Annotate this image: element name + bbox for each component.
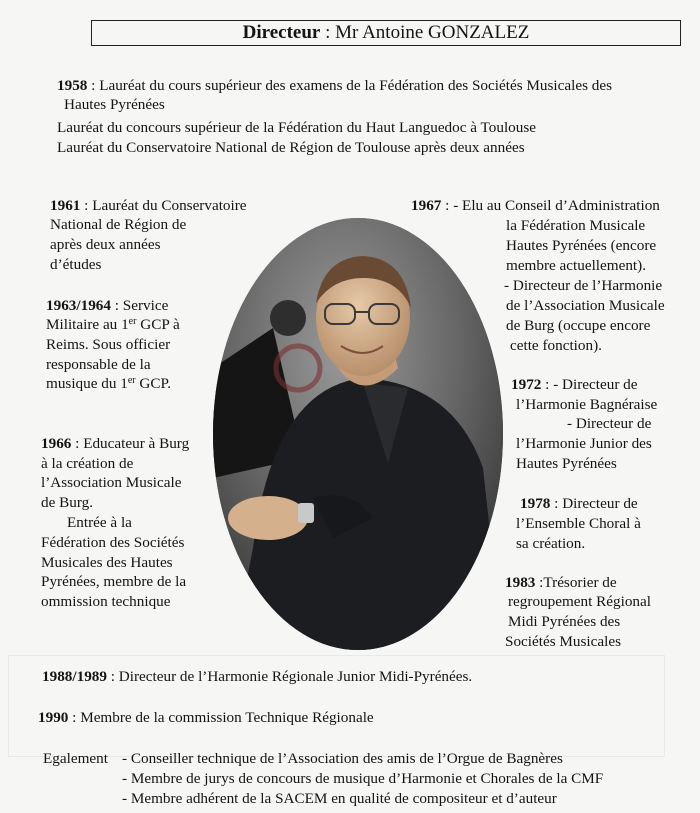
entry-1978-text: : Directeur de (550, 495, 638, 512)
entry-1967-l6: de l’Association Musicale (506, 297, 665, 314)
entry-1972-l5: Hautes Pyrénées (516, 455, 617, 472)
entry-1978 (520, 494, 638, 513)
intro-line2: Lauréat du concours supérieur de la Fédération du Haut Languedoc à Toulouse (57, 119, 537, 136)
director-role: Directeur (242, 22, 321, 43)
entry-1967-l8: cette fonction). (510, 337, 602, 354)
entry-1972-text: : - Directeur de (541, 376, 638, 393)
entry-1967-l3: Hautes Pyrénées (encore (506, 237, 657, 254)
entry-1967 (411, 196, 660, 215)
entry-1978-l2: l’Ensemble Choral à (516, 515, 641, 532)
entry-1990-text: : Membre de la commission Technique Régionale (68, 709, 374, 726)
egalement-item-1: - Conseiller technique de l’Association des amis de l’Orgue de Bagnères (122, 750, 563, 767)
intro-1958-line1 (57, 76, 612, 95)
entry-1983-l4: Sociétés Musicales (505, 633, 621, 650)
entry-1963-l2 (46, 315, 180, 334)
entry-1988-text: : Directeur de l’Harmonie Régionale Junior Midi-Pyrénées. (106, 668, 473, 685)
entry-1961-l3: après deux années (50, 236, 161, 253)
year-1967: 1967 (411, 197, 442, 214)
director-name: Mr Antoine GONZALEZ (335, 22, 530, 43)
entry-1966-l2: à la création de (41, 455, 134, 472)
year-1978: 1978 (520, 495, 551, 512)
intro-1958-line1b: Hautes Pyrénées (64, 96, 165, 113)
entry-1963-l4: responsable de la (46, 356, 151, 373)
entry-1966 (41, 434, 189, 453)
entry-1963-l2a: Militaire au 1 (46, 316, 129, 333)
entry-1966-l9: ommission technique (41, 593, 171, 610)
entry-1961 (50, 196, 247, 215)
entry-1963-l3: Reims. Sous officier (46, 336, 171, 353)
superscript-er-2: er (127, 375, 136, 386)
year-1961: 1961 (50, 197, 81, 214)
intro-text-1: : Lauréat du cours supérieur des examens de la Fédération des Sociétés Musicales des (87, 77, 613, 94)
entry-1966-l8: Pyrénées, membre de la (41, 573, 187, 590)
director-title-box (91, 20, 681, 46)
entry-1972-l2: l’Harmonie Bagnéraise (516, 396, 658, 413)
entry-1963-l5 (46, 374, 171, 393)
entry-1972-l4: l’Harmonie Junior des (516, 435, 652, 452)
entry-1988 (42, 667, 472, 686)
entry-1966-l4: de Burg. (41, 494, 94, 511)
entry-1967-l7: de Burg (occupe encore (506, 317, 651, 334)
egalement-item-2: - Membre de jurys de concours de musique d’Harmonie et Chorales de la CMF (122, 770, 604, 787)
entry-1972-l3: - Directeur de (567, 415, 652, 432)
entry-1983 (505, 573, 617, 592)
portrait-illustration (213, 218, 503, 650)
director-portrait-photo (213, 218, 503, 650)
entry-1966-text: : Educateur à Burg (71, 435, 190, 452)
title-separator: : (320, 22, 336, 43)
entry-1978-l3: sa création. (516, 535, 586, 552)
entry-1961-l2: National de Région de (50, 216, 187, 233)
entry-1963-l2b: GCP à (136, 316, 180, 333)
entry-1967-l2: la Fédération Musicale (506, 217, 646, 234)
year-1990: 1990 (38, 709, 69, 726)
entry-1963-text: : Service (110, 297, 169, 314)
year-1988-1989: 1988/1989 (42, 668, 107, 685)
entry-1963-l5a: musique du 1 (46, 375, 128, 392)
entry-1983-l3: Midi Pyrénées des (508, 613, 621, 630)
entry-1990 (38, 708, 374, 727)
entry-1966-l7: Musicales des Hautes (41, 554, 173, 571)
entry-1963 (46, 296, 168, 315)
entry-1966-l5: Entrée à la (67, 514, 132, 531)
entry-1966-l6: Fédération des Sociétés (41, 534, 185, 551)
year-1983: 1983 (505, 574, 536, 591)
entry-1963-l5b: GCP. (135, 375, 172, 392)
entry-1967-l5: - Directeur de l’Harmonie (504, 277, 663, 294)
entry-1966-l3: l’Association Musicale (41, 474, 182, 491)
intro-line3: Lauréat du Conservatoire National de Région de Toulouse après deux années (57, 139, 525, 156)
entry-1961-text: : Lauréat du Conservatoire (80, 197, 247, 214)
year-1958: 1958 (57, 77, 88, 94)
egalement-label: Egalement (43, 750, 108, 767)
entry-1967-l4: membre actuellement). (506, 257, 646, 274)
superscript-er-1: er (128, 316, 137, 327)
egalement-item-3: - Membre adhérent de la SACEM en qualité de compositeur et d’auteur (122, 790, 557, 807)
year-1972: 1972 (511, 376, 542, 393)
entry-1983-text: :Trésorier de (535, 574, 617, 591)
entry-1961-l4: d’études (50, 256, 102, 273)
year-1966: 1966 (41, 435, 72, 452)
entry-1972 (511, 375, 638, 394)
entry-1967-text: : - Elu au Conseil d’Administration (441, 197, 660, 214)
year-1963: 1963/1964 (46, 297, 111, 314)
entry-1983-l2: regroupement Régional (508, 593, 651, 610)
